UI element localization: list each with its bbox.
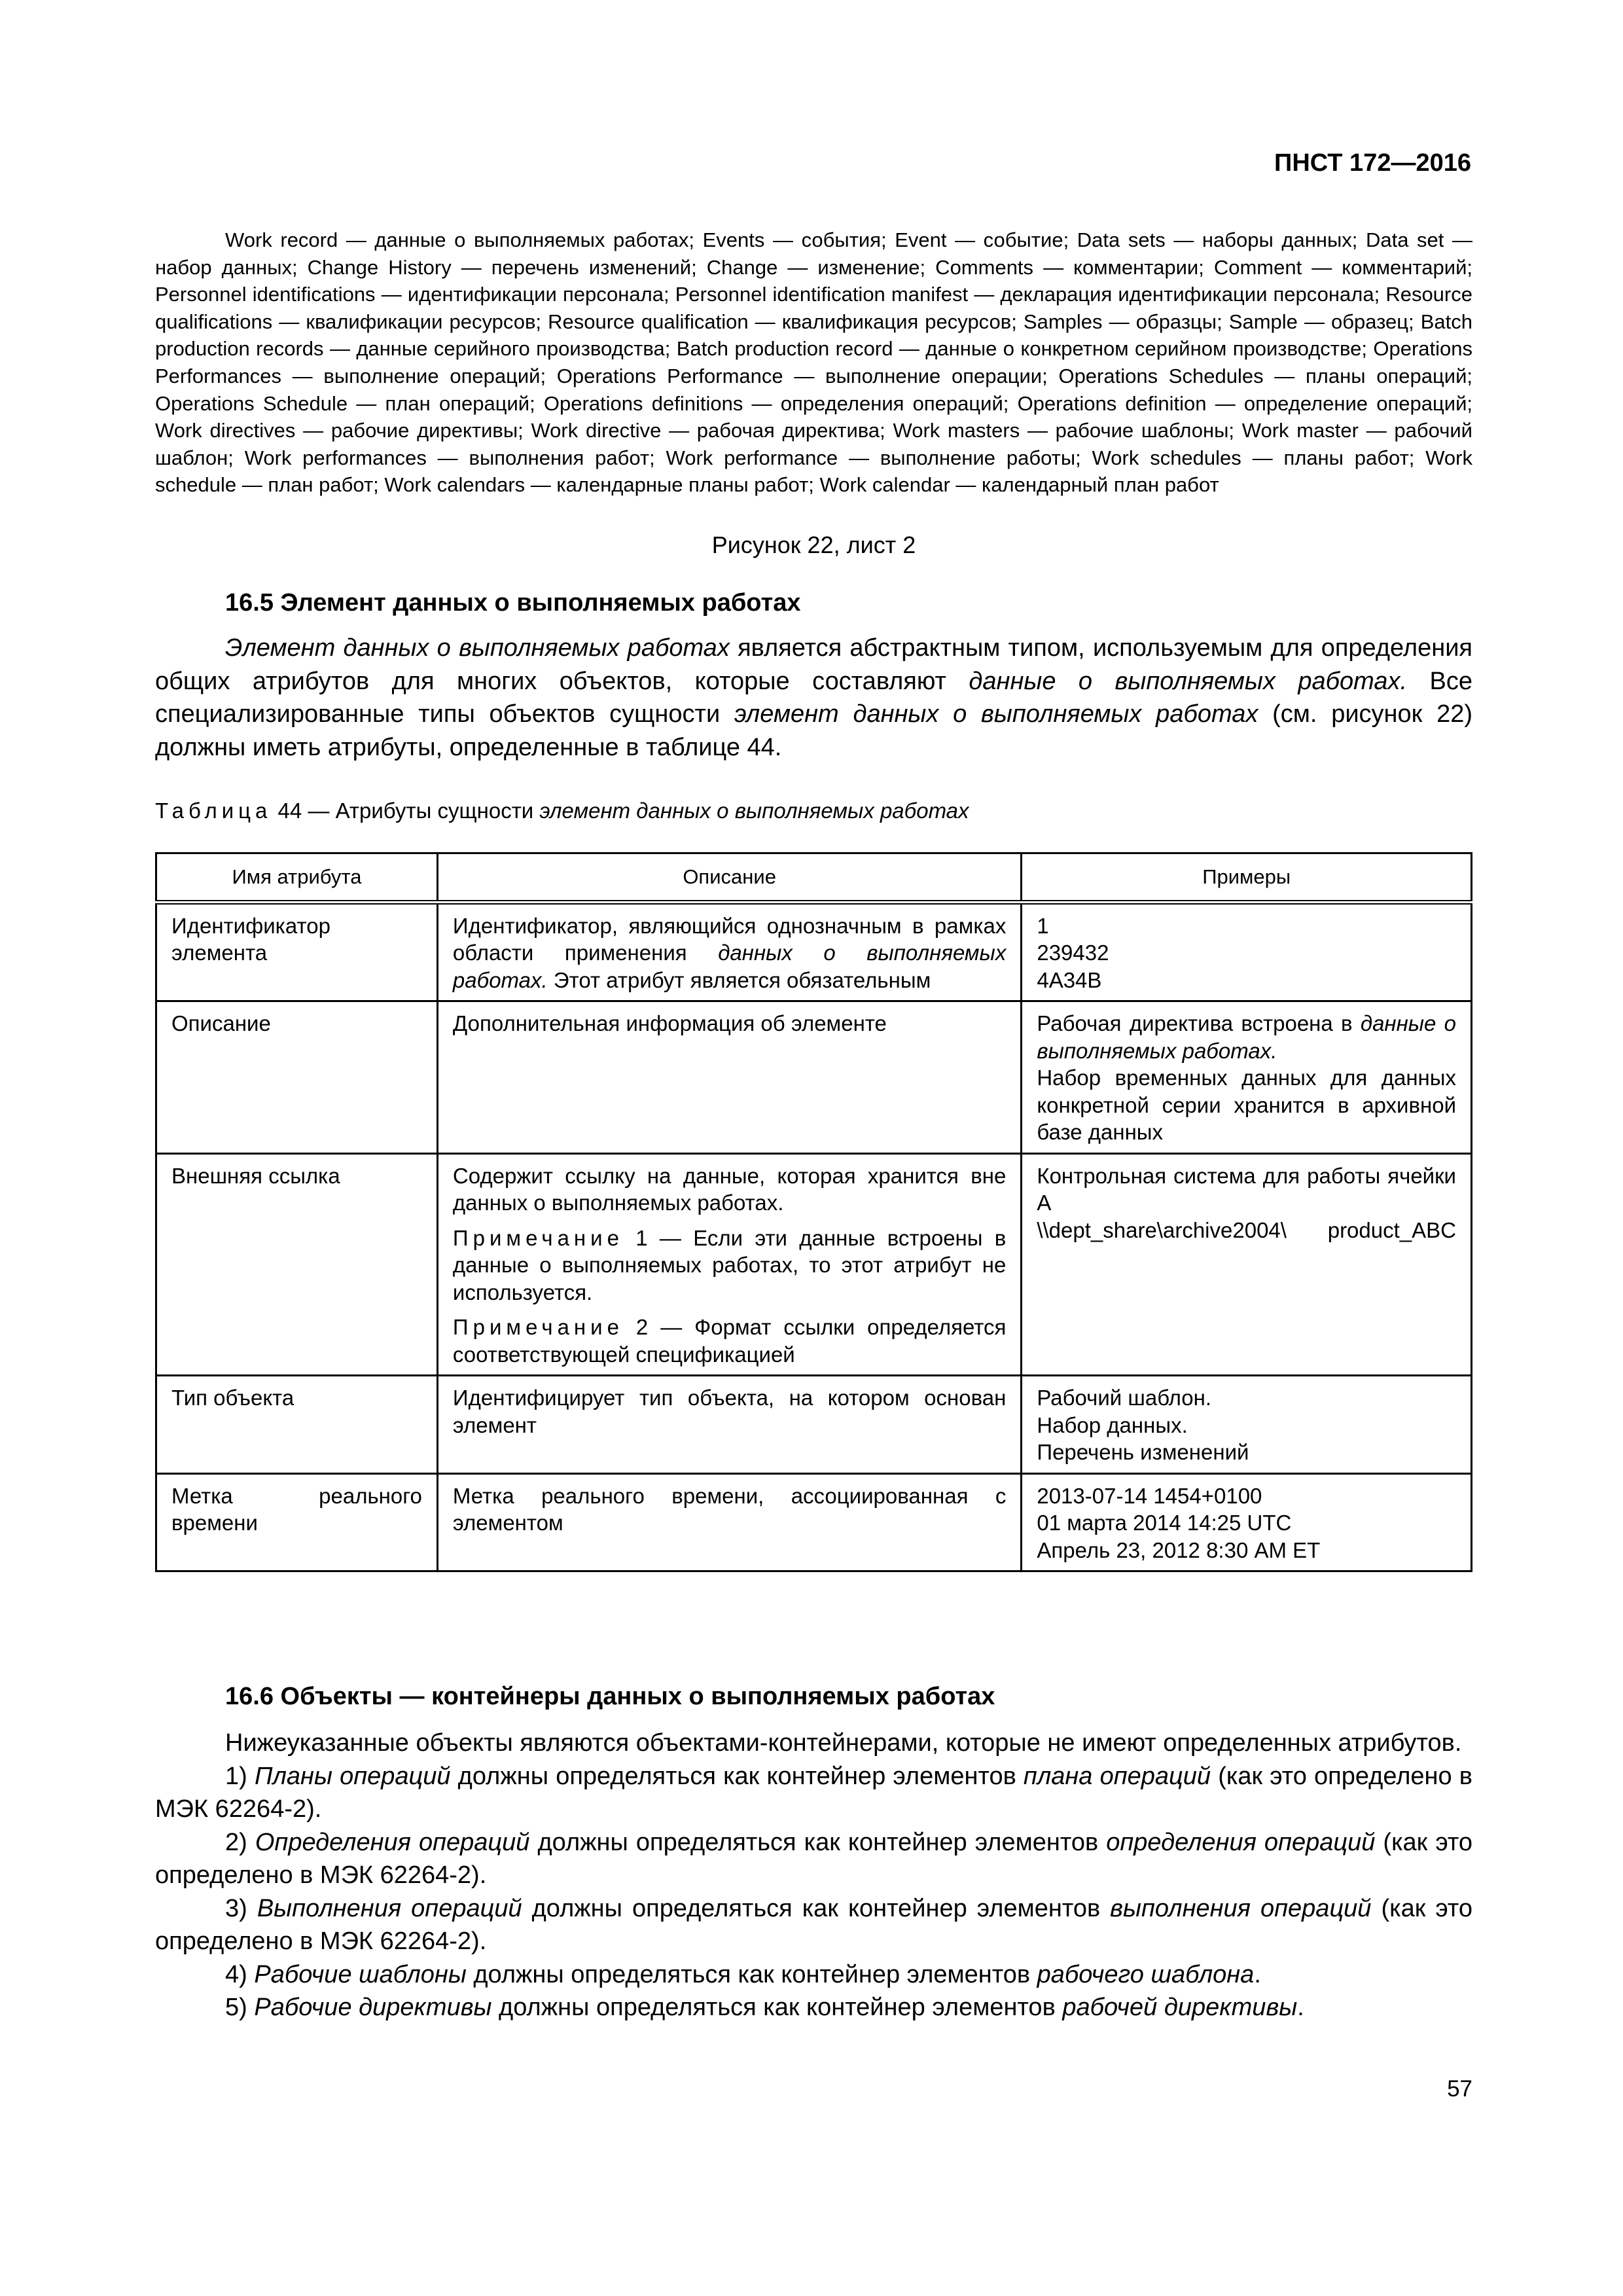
text-run: (как это определено в МЭК 62264-2). [155,1894,1473,1955]
example-value: 1 [1037,913,1049,938]
attributes-table [155,852,1472,1572]
examples-cell [1022,1153,1472,1376]
document-code: ПНСТ 172—2016 [1274,149,1471,177]
example-value: Рабочий шаблон. [1037,1386,1211,1410]
figure-caption: Рисунок 22, лист 2 [711,531,916,558]
description-cell [437,902,1021,1001]
text-run: (как это определено в МЭК 62264-2). [155,1828,1473,1889]
description-cell: Дополнительная информация об элементе [437,1001,1021,1154]
example-value: \\dept_share\archive2004\ product_ABC [1037,1217,1456,1242]
note-label: Примечание [452,1225,624,1250]
text-run: Все специализированные типы объектов сущности [155,667,1472,728]
figure-legend: Work record — данные о выполняемых работах; Events — события; Event — событие; Data sets — наборы данных; Data set — набор данных; Change History — перечень изменений; Change — изменение; Comments — комментарии; Comment — комментарий; Personnel identifications — идентификации персонала; Personnel identification manifest — декларация идентификации персонала; Resource qualifications — квалификации ресурсов; Resource qualification — квалификация ресурсов; Samples — образцы; Sample — образец; Batch production records — данные серийного производства; Batch production record — данные о конкретном серийном производстве; Operations Performances — выполнение операций; Operations Performance — выполнение операции; Operations Schedules — планы операций; Operations Schedule — план операций; Operations definitions — определения операций; Operations definition — определение операций; Work directives — рабочие директивы; Work directive — рабочая директива; Work masters — рабочие шаблоны; Work master — рабочий шаблон; Work performances — выполнения работ; Work performance — выполнение работы; Work schedules — планы работ; Work schedule — план работ; Work calendars — календарные планы работ; Work calendar — календарный план работ [155,228,1472,497]
section-heading-16-6: 16.6 Объекты — контейнеры данных о выполняемых работах [225,1683,995,1710]
term: Рабочие директивы [254,1994,492,2021]
table-row [156,1001,1472,1154]
example-value: Набор временных данных для данных конкретной серии хранится в архивной базе данных [1037,1066,1456,1144]
text-run: является абстрактным типом, используемым для определения общих атрибутов для многих объектов, которые составляют [155,634,1472,695]
examples-cell [1022,1376,1472,1474]
text-run: должны определяться как контейнер элементов [450,1762,1024,1790]
table-caption [155,798,1472,823]
description-cell: Идентифицирует тип объекта, на котором основан элемент [437,1376,1021,1474]
note-2 [453,1314,1006,1368]
example-value: 239432 [1037,941,1109,965]
term: плана операций [1023,1762,1211,1790]
page-number: 57 [1447,2076,1472,2102]
list-item [155,1958,1472,1992]
attribute-name-cell: Метка реального времени [156,1473,438,1571]
term: Выполнения операций [257,1894,522,1922]
list-item [155,1991,1472,2024]
list-item [155,1760,1472,1826]
term: рабочего шаблона [1037,1960,1255,1988]
text-run: должны определяться как контейнер элементов [522,1894,1111,1922]
attribute-name-cell: Тип объекта [156,1376,438,1474]
example-value: 01 марта 2014 14:25 UTC [1037,1511,1292,1535]
text-run: . [1254,1960,1261,1988]
example-value: Апрель 23, 2012 8:30 AM ET [1037,1537,1321,1562]
text-run: должны определяться как контейнер элементов [466,1960,1037,1988]
item-number: 3) [225,1894,257,1922]
term: Планы операций [254,1762,451,1790]
list-item [155,1892,1472,1958]
note-label: Примечание [452,1315,624,1339]
item-number: 1) [225,1762,255,1790]
item-number: 4) [225,1960,255,1988]
example-value: Перечень изменений [1037,1440,1249,1464]
term: Элемент данных о выполняемых работах [225,634,730,662]
example-value [1037,1010,1456,1064]
text-run: должны определяться как контейнер элементов [491,1994,1063,2021]
term: данные о выполняемых работах. [969,667,1408,695]
section-16-5-paragraph [155,632,1472,764]
note-text: 2 — Формат ссылки определяется соответствующей спецификацией [452,1315,1007,1367]
table-row [156,1376,1472,1474]
example-value: Набор данных. [1037,1412,1188,1437]
example-value: 4A34B [1037,967,1102,992]
term: данные о выполняемых работах. [1037,1011,1456,1063]
section-16-6-intro: Нижеуказанные объекты являются объектами-контейнерами, которые не имеют определенных атрибутов. [225,1729,1462,1757]
attribute-name-cell: Описание [156,1001,438,1154]
text-run: . [1297,1994,1304,2021]
examples-cell [1022,902,1472,1001]
table-row [156,1473,1472,1571]
list-item [155,1826,1472,1892]
column-header-examples: Примеры [1022,853,1472,903]
text-run: (см. рисунок 22) должны иметь атрибуты, определенные в таблице 44. [155,700,1472,761]
attribute-name-cell: Внешняя ссылка [156,1153,438,1376]
description-cell: Метка реального времени, ассоциированная с элементом [437,1473,1021,1571]
term: Рабочие шаблоны [254,1960,467,1988]
description-text: Содержит ссылку на данные, которая хранится вне данных о выполняемых работах. [452,1163,1007,1215]
text-run: должны определяться как контейнер элементов [529,1828,1107,1856]
note-1 [453,1225,1006,1306]
term: Определения операций [255,1828,530,1856]
container-objects-list [155,1727,1472,2024]
text-run: (как это определено в МЭК 62264-2). [155,1762,1472,1823]
text-run: Рабочая директива встроена в [1037,1011,1361,1035]
item-number: 2) [225,1828,255,1856]
term: рабочей директивы [1062,1994,1298,2021]
description-cell [437,1153,1021,1376]
examples-cell [1022,1473,1472,1571]
section-heading-16-5: 16.5 Элемент данных о выполняемых работах [225,589,801,617]
table-caption-label: Таблица [155,798,272,823]
item-number: 5) [225,1994,255,2021]
term: выполнения операций [1110,1894,1372,1922]
term: данных о выполняемых работах. [452,941,1007,992]
example-value: Контрольная система для работы ячейки А [1037,1163,1456,1215]
table-caption-entity: элемент данных о выполняемых работах [539,798,969,823]
table-header-row [156,853,1472,903]
term: элемент данных о выполняемых работах [734,700,1258,728]
term: определения операций [1106,1828,1376,1856]
table-row [156,902,1472,1001]
column-header-name: Имя атрибута [156,853,438,903]
table-row [156,1153,1472,1376]
example-value: 2013-07-14 1454+0100 [1037,1483,1262,1508]
examples-cell [1022,1001,1472,1154]
text-run: Идентификатор, являющийся однозначным в рамках области применения [452,913,1007,965]
table-caption-number: 44 — Атрибуты сущности [272,798,540,823]
text-run: Этот атрибут является обязательным [547,967,931,992]
note-text: 1 — Если эти данные встроены в данные о выполняемых работах, то этот атрибут не используется. [452,1225,1007,1304]
attribute-name-cell: Идентификатор элемента [156,902,438,1001]
column-header-description: Описание [437,853,1021,903]
